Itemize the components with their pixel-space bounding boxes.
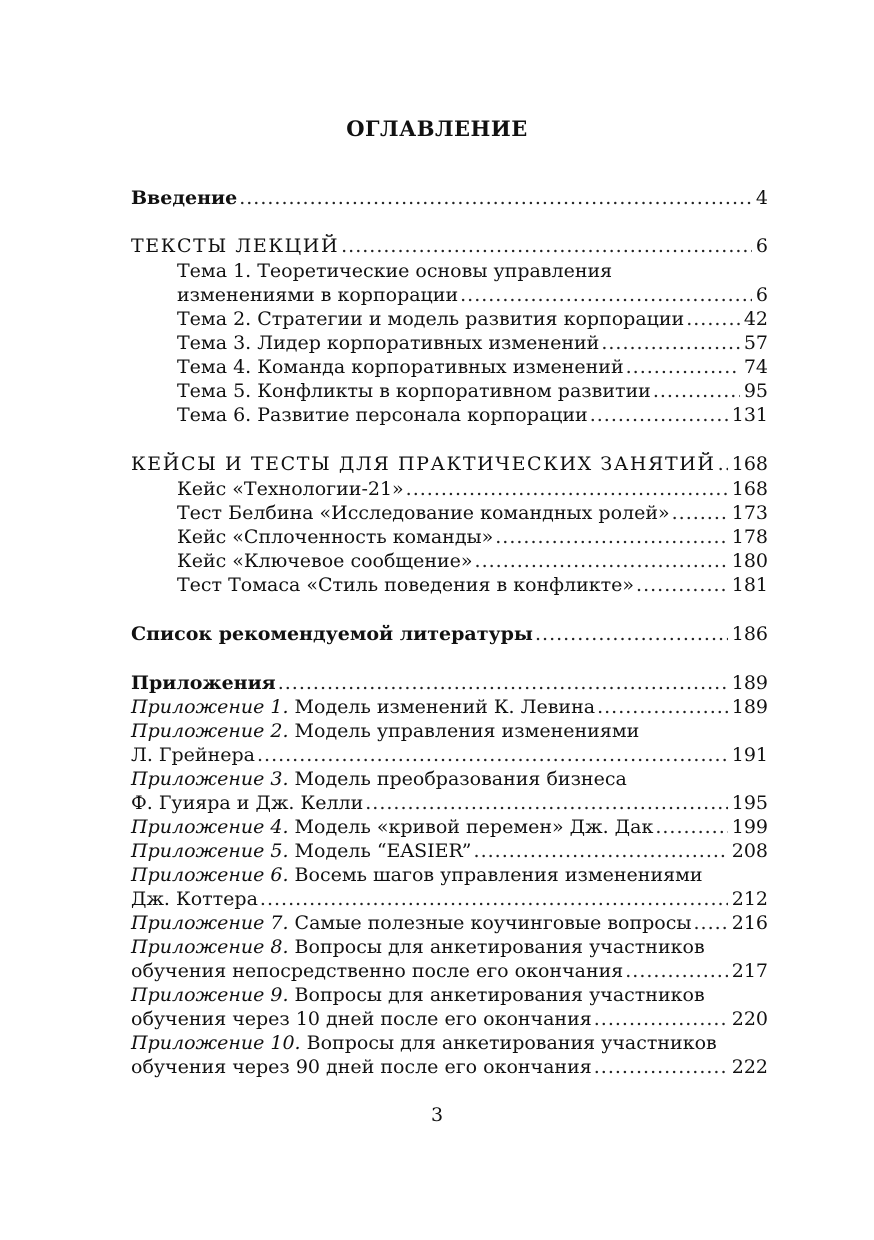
- dot-leader: [655, 815, 727, 839]
- appendix-title: Модель преобразования бизнеса: [288, 768, 627, 790]
- dot-leader: [260, 887, 728, 911]
- toc-entry-label: [131, 911, 692, 935]
- toc-entry: [177, 501, 768, 525]
- toc-entry-label: обучения непосредственно после его окончания: [131, 960, 624, 982]
- toc-page-number: 208: [731, 840, 768, 862]
- dot-leader: [626, 355, 740, 379]
- toc-page-number: 6: [755, 235, 768, 257]
- toc-page-number: 181: [731, 574, 768, 596]
- toc-appendix-entry: [131, 791, 768, 815]
- toc-entry-label: Список рекомендуемой литературы: [131, 623, 533, 645]
- dot-leader: [694, 911, 728, 935]
- toc-entry-label: обучения через 90 дней после его окончания: [131, 1056, 592, 1078]
- toc-entry: [177, 549, 768, 573]
- toc-entry-label: Кейс «Ключевое сообщение»: [177, 550, 473, 572]
- toc-appendix-line1: [131, 719, 768, 743]
- dot-leader: [601, 331, 739, 355]
- dot-leader: [718, 452, 728, 476]
- appendix-prefix: Приложение 1.: [131, 696, 289, 718]
- toc-entry-label: Введение: [131, 187, 238, 209]
- toc-section-lectures: [131, 234, 768, 258]
- toc-entry-label: [131, 1031, 717, 1055]
- toc-appendix-line1: [131, 767, 768, 791]
- appendix-title: Вопросы для анкетирования участников: [288, 984, 705, 1006]
- appendix-title: Самые полезные коучинговые вопросы: [288, 912, 692, 934]
- appendix-prefix: Приложение 9.: [131, 984, 289, 1006]
- dot-leader: [406, 477, 728, 501]
- toc-appendix-entry: [131, 887, 768, 911]
- toc-entry-label: [131, 767, 627, 791]
- dot-leader: [653, 379, 740, 403]
- toc-appendix-entry: [131, 815, 768, 839]
- toc-entry-label: [131, 935, 705, 959]
- toc-entry-intro: [131, 186, 768, 210]
- page-number: 3: [430, 1104, 444, 1126]
- toc-entry: [177, 355, 768, 379]
- toc-appendix-entry: [131, 695, 768, 719]
- toc-entry-label: [131, 839, 472, 863]
- toc-section-label: ТЕКСТЫ ЛЕКЦИЙ: [131, 235, 340, 257]
- dot-leader: [590, 403, 728, 427]
- toc-page-number: 173: [731, 502, 768, 524]
- toc-entry-label: Тест Томаса «Стиль поведения в конфликте»: [177, 574, 635, 596]
- toc-entry: [177, 573, 768, 597]
- toc-entry-label: Ф. Гуияра и Дж. Келли: [131, 792, 364, 814]
- toc-appendix-entry: [131, 743, 768, 767]
- appendix-prefix: Приложение 2.: [131, 720, 289, 742]
- toc-section-label: КЕЙСЫ И ТЕСТЫ ДЛЯ ПРАКТИЧЕСКИХ ЗАНЯТИЙ: [131, 453, 716, 475]
- toc-entry-label: обучения через 10 дней после его окончания: [131, 1008, 592, 1030]
- toc-entry-label: [131, 695, 595, 719]
- toc-page-number: 6: [755, 284, 768, 306]
- toc-page-number: 212: [731, 888, 768, 910]
- toc-entry: [177, 331, 768, 355]
- toc-entry: [177, 283, 768, 307]
- appendix-prefix: Приложение 3.: [131, 768, 289, 790]
- dot-leader: [686, 307, 740, 331]
- dot-leader: [365, 791, 727, 815]
- toc-page-number: 216: [731, 912, 768, 934]
- toc-page-number: 217: [731, 960, 768, 982]
- appendix-title: Вопросы для анкетирования участников: [288, 936, 705, 958]
- dot-leader: [625, 959, 727, 983]
- toc-entry-line1: [177, 259, 768, 283]
- toc-entry-label: Тема 5. Конфликты в корпоративном развитии: [177, 380, 651, 402]
- toc-entry-label: Тема 1. Теоретические основы управления: [177, 260, 613, 282]
- toc-page-number: 180: [731, 550, 768, 572]
- toc-page-number: 74: [743, 356, 768, 378]
- dot-leader: [495, 525, 727, 549]
- toc-page-number: 199: [731, 816, 768, 838]
- toc-section-cases: [131, 452, 768, 476]
- dot-leader: [257, 743, 728, 767]
- toc-entry-label: Кейс «Технологии-21»: [177, 478, 404, 500]
- toc-appendix-entry: [131, 1055, 768, 1079]
- toc-page-number: 4: [755, 187, 768, 209]
- toc-page-number: 95: [743, 380, 768, 402]
- dot-leader: [672, 501, 728, 525]
- appendix-prefix: Приложение 10.: [131, 1032, 301, 1054]
- dot-leader: [535, 622, 728, 646]
- toc-page-number: 189: [731, 696, 768, 718]
- appendix-prefix: Приложение 6.: [131, 864, 289, 886]
- toc-appendix-line1: [131, 983, 768, 1007]
- dot-leader: [594, 1055, 728, 1079]
- toc-appendix-entry: [131, 911, 768, 935]
- toc-entry-label: Тема 4. Команда корпоративных изменений: [177, 356, 624, 378]
- toc-appendix-line1: [131, 935, 768, 959]
- toc-appendix-entry: [131, 1007, 768, 1031]
- toc-page-number: 42: [743, 308, 768, 330]
- appendix-title: Восемь шагов управления изменениями: [288, 864, 703, 886]
- toc-entry-label: [131, 983, 705, 1007]
- toc-appendix-entry: [131, 839, 768, 863]
- toc-entry-label: Л. Грейнера: [131, 744, 255, 766]
- appendix-title: Модель “EASIER”: [288, 840, 472, 862]
- toc-entry-label: Кейс «Сплоченность команды»: [177, 526, 494, 548]
- toc-entry: [177, 379, 768, 403]
- toc-entry-label: [131, 719, 639, 743]
- toc-appendix-line1: [131, 1031, 768, 1055]
- toc-page-number: 131: [731, 404, 768, 426]
- toc-entry-label: Дж. Коттера: [131, 888, 258, 910]
- toc-entry: [177, 477, 768, 501]
- appendix-prefix: Приложение 4.: [131, 816, 289, 838]
- toc-appendix-line1: [131, 863, 768, 887]
- toc-entry: [177, 525, 768, 549]
- appendix-title: Вопросы для анкетирования участников: [300, 1032, 717, 1054]
- toc-page-number: 220: [731, 1008, 768, 1030]
- toc-entry-label: изменениями в корпорации: [177, 284, 459, 306]
- toc-page-number: 189: [731, 672, 768, 694]
- page-title: ОГЛАВЛЕНИЕ: [346, 116, 528, 141]
- dot-leader: [475, 549, 728, 573]
- toc-entry: [177, 403, 768, 427]
- toc-section-label: Приложения: [131, 672, 276, 694]
- appendix-title: Модель управления изменениями: [288, 720, 640, 742]
- toc-page-number: 168: [731, 453, 768, 475]
- toc-entry-literature: [131, 622, 768, 646]
- toc-page-number: 178: [731, 526, 768, 548]
- toc-entry-label: Тест Белбина «Исследование командных ролей»: [177, 502, 670, 524]
- appendix-title: Модель «кривой перемен» Дж. Дак: [288, 816, 654, 838]
- toc-entry-label: [131, 815, 653, 839]
- toc-entry-label: [131, 863, 703, 887]
- dot-leader: [239, 186, 752, 210]
- toc-appendix-entry: [131, 959, 768, 983]
- toc-entry-label: Тема 3. Лидер корпоративных изменений: [177, 332, 600, 354]
- toc-entry-label: Тема 6. Развитие персонала корпорации: [177, 404, 588, 426]
- toc-page-number: 168: [731, 478, 768, 500]
- toc-entry-label: Тема 2. Стратегии и модель развития корпорации: [177, 308, 685, 330]
- appendix-title: Модель изменений К. Левина: [288, 696, 596, 718]
- toc-page-number: 222: [731, 1056, 768, 1078]
- toc-entry: [177, 307, 768, 331]
- toc-page-number: 186: [731, 623, 768, 645]
- dot-leader: [278, 671, 728, 695]
- appendix-prefix: Приложение 8.: [131, 936, 289, 958]
- dot-leader: [594, 1007, 728, 1031]
- toc-section-appendices: [131, 671, 768, 695]
- toc-page-number: 57: [743, 332, 768, 354]
- dot-leader: [460, 283, 752, 307]
- dot-leader: [474, 839, 728, 863]
- toc-page-number: 191: [731, 744, 768, 766]
- dot-leader: [636, 573, 728, 597]
- appendix-prefix: Приложение 5.: [131, 840, 289, 862]
- dot-leader: [341, 234, 752, 258]
- dot-leader: [597, 695, 728, 719]
- appendix-prefix: Приложение 7.: [131, 912, 289, 934]
- toc-page-number: 195: [731, 792, 768, 814]
